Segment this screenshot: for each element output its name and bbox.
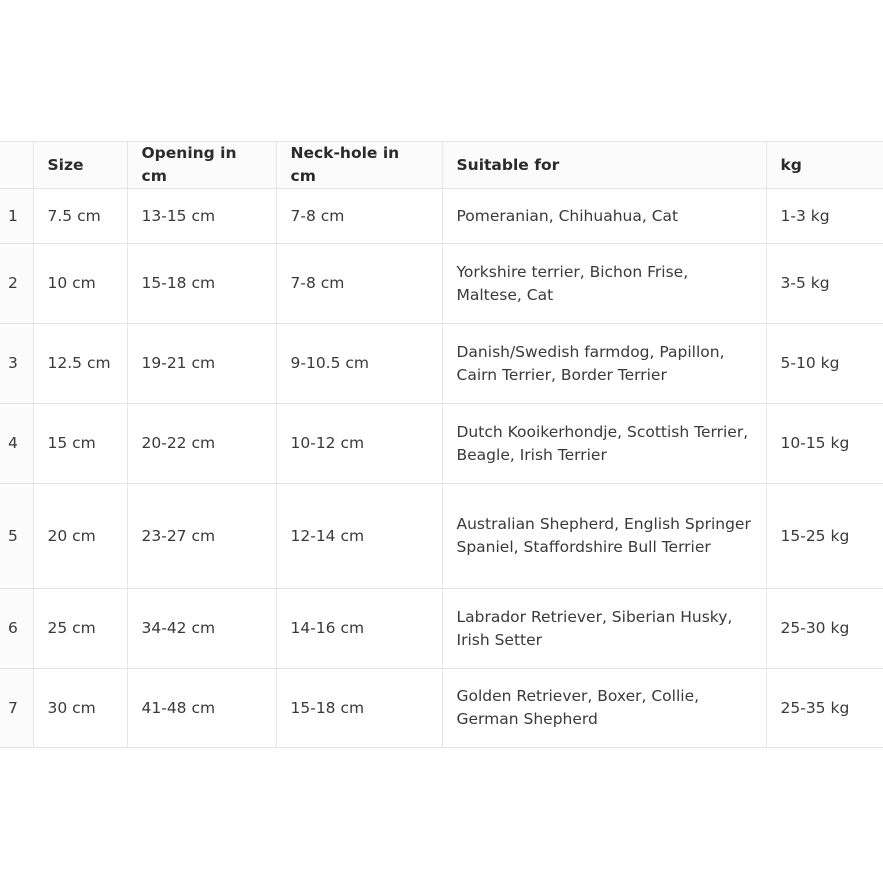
opening-cell: 34-42 cm [127,589,276,669]
kg-cell: 10-15 kg [766,404,883,484]
opening-cell: 15-18 cm [127,244,276,324]
row-index: 6 [0,589,33,669]
suitable-for-cell: Pomeranian, Chihuahua, Cat [442,189,766,244]
suitable-for-cell: Dutch Kooikerhondje, Scottish Terrier, Beagle, Irish Terrier [442,404,766,484]
size-chart [0,141,883,748]
kg-column-header: kg [766,142,883,189]
opening-cell: 19-21 cm [127,324,276,404]
size-cell: 25 cm [33,589,127,669]
size-cell: 15 cm [33,404,127,484]
kg-cell: 25-35 kg [766,669,883,748]
size-column-header: Size [33,142,127,189]
neck-hole-cell: 12-14 cm [276,484,442,589]
index-column-header [0,142,33,189]
neck-hole-cell: 10-12 cm [276,404,442,484]
size-cell: 10 cm [33,244,127,324]
size-cell: 12.5 cm [33,324,127,404]
neck-hole-cell: 14-16 cm [276,589,442,669]
neck-hole-cell: 7-8 cm [276,244,442,324]
size-table [0,141,883,748]
table-header-row [0,142,883,189]
suitable-for-cell: Australian Shepherd, English Springer Spaniel, Staffordshire Bull Terrier [442,484,766,589]
opening-cell: 41-48 cm [127,669,276,748]
row-index: 7 [0,669,33,748]
opening-column-header: Opening in cm [127,142,276,189]
neck-hole-column-header: Neck-hole in cm [276,142,442,189]
table-row [0,244,883,324]
neck-hole-cell: 9-10.5 cm [276,324,442,404]
suitable-for-cell: Labrador Retriever, Siberian Husky, Irish Setter [442,589,766,669]
suitable-for-cell: Golden Retriever, Boxer, Collie, German Shepherd [442,669,766,748]
suitable-for-cell: Danish/Swedish farmdog, Papillon, Cairn Terrier, Border Terrier [442,324,766,404]
table-row [0,589,883,669]
row-index: 1 [0,189,33,244]
neck-hole-cell: 7-8 cm [276,189,442,244]
table-row [0,324,883,404]
neck-hole-cell: 15-18 cm [276,669,442,748]
row-index: 2 [0,244,33,324]
table-row [0,669,883,748]
size-cell: 20 cm [33,484,127,589]
kg-cell: 5-10 kg [766,324,883,404]
kg-cell: 15-25 kg [766,484,883,589]
table-row [0,484,883,589]
size-cell: 30 cm [33,669,127,748]
suitable-for-column-header: Suitable for [442,142,766,189]
opening-cell: 13-15 cm [127,189,276,244]
table-row [0,189,883,244]
row-index: 5 [0,484,33,589]
suitable-for-cell: Yorkshire terrier, Bichon Frise, Maltese, Cat [442,244,766,324]
kg-cell: 1-3 kg [766,189,883,244]
table-row [0,404,883,484]
opening-cell: 23-27 cm [127,484,276,589]
kg-cell: 25-30 kg [766,589,883,669]
row-index: 4 [0,404,33,484]
kg-cell: 3-5 kg [766,244,883,324]
size-cell: 7.5 cm [33,189,127,244]
row-index: 3 [0,324,33,404]
opening-cell: 20-22 cm [127,404,276,484]
